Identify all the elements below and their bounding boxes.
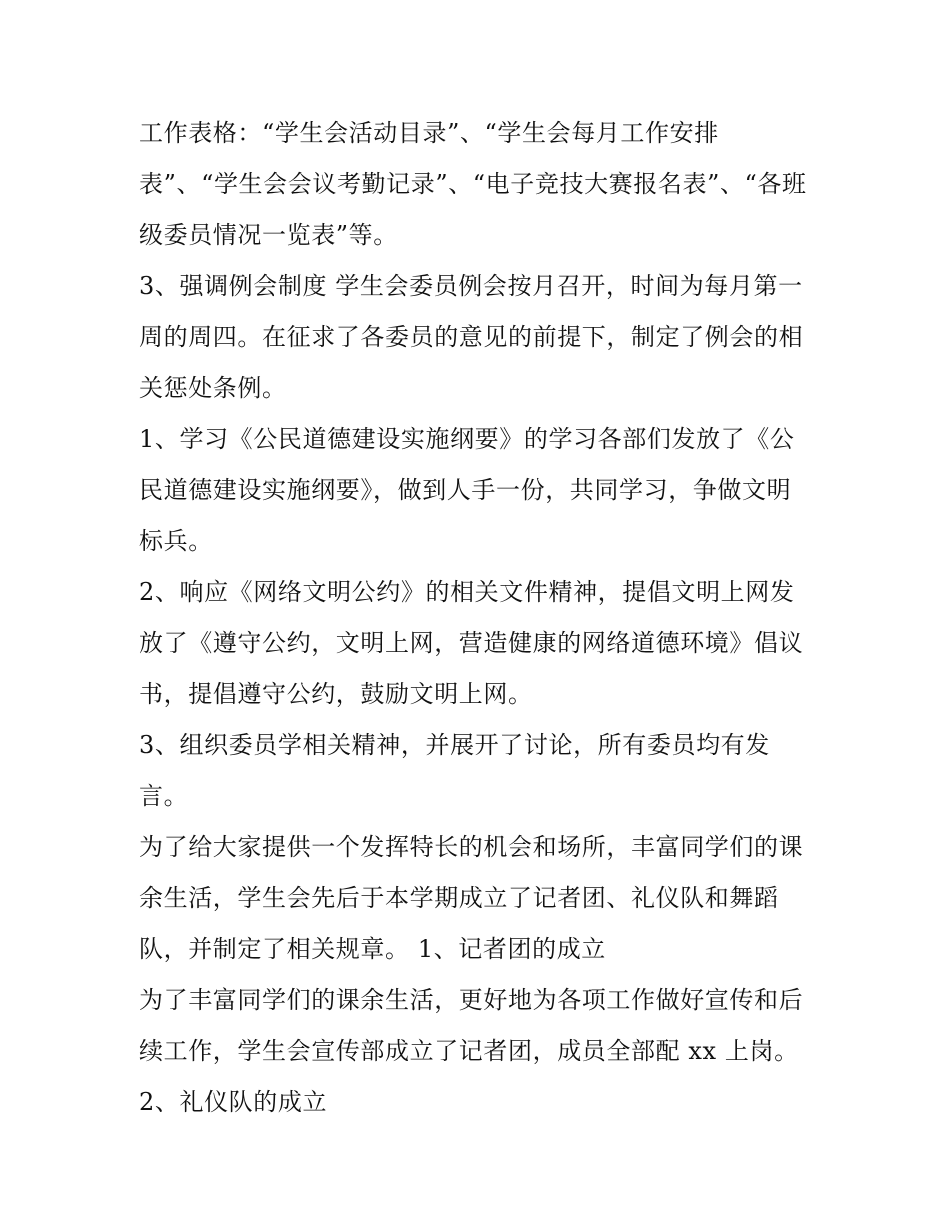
text-line: 队，并制定了相关规章。 1、记者团的成立 [139, 935, 606, 963]
text-line: 余生活，学生会先后于本学期成立了记者团、礼仪队和舞蹈 [139, 884, 779, 912]
text-line: 1、学习《公民道德建设实施纲要》的学习各部们发放了《公 [139, 425, 795, 453]
text-line: 3、组织委员学相关精神，并展开了讨论，所有委员均有发 [139, 731, 770, 759]
text-line: 3、强调例会制度 学生会委员例会按月召开，时间为每月第一 [139, 272, 803, 300]
text-line: 关惩处条例。 [139, 374, 287, 402]
text-line: 表”、“学生会会议考勤记录”、“电子竞技大赛报名表”、“各班 [139, 170, 807, 198]
text-line: 工作表格：“学生会活动目录”、“学生会每月工作安排 [139, 119, 719, 147]
text-line: 2、响应《网络文明公约》的相关文件精神，提倡文明上网发 [139, 578, 795, 606]
text-line: 民道德建设实施纲要》，做到人手一份，共同学习，争做文明 [139, 476, 792, 504]
text-line: 续工作，学生会宣传部成立了记者团，成员全部配 xx 上岗。 [139, 1037, 799, 1065]
text-line: 周的周四。在征求了各委员的意见的前提下，制定了例会的相 [139, 323, 804, 351]
text-line: 2、礼仪队的成立 [139, 1088, 328, 1116]
text-line: 标兵。 [139, 527, 213, 555]
text-line: 言。 [139, 782, 189, 810]
text-line: 书，提倡遵守公约，鼓励文明上网。 [139, 680, 533, 708]
text-line: 为了给大家提供一个发挥特长的机会和场所，丰富同学们的课 [139, 833, 804, 861]
document-body [139, 108, 819, 1128]
text-line: 级委员情况一览表”等。 [139, 221, 398, 249]
text-line: 为了丰富同学们的课余生活，更好地为各项工作做好宣传和后 [139, 986, 804, 1014]
text-line: 放了《遵守公约，文明上网，营造健康的网络道德环境》倡议 [139, 629, 804, 657]
